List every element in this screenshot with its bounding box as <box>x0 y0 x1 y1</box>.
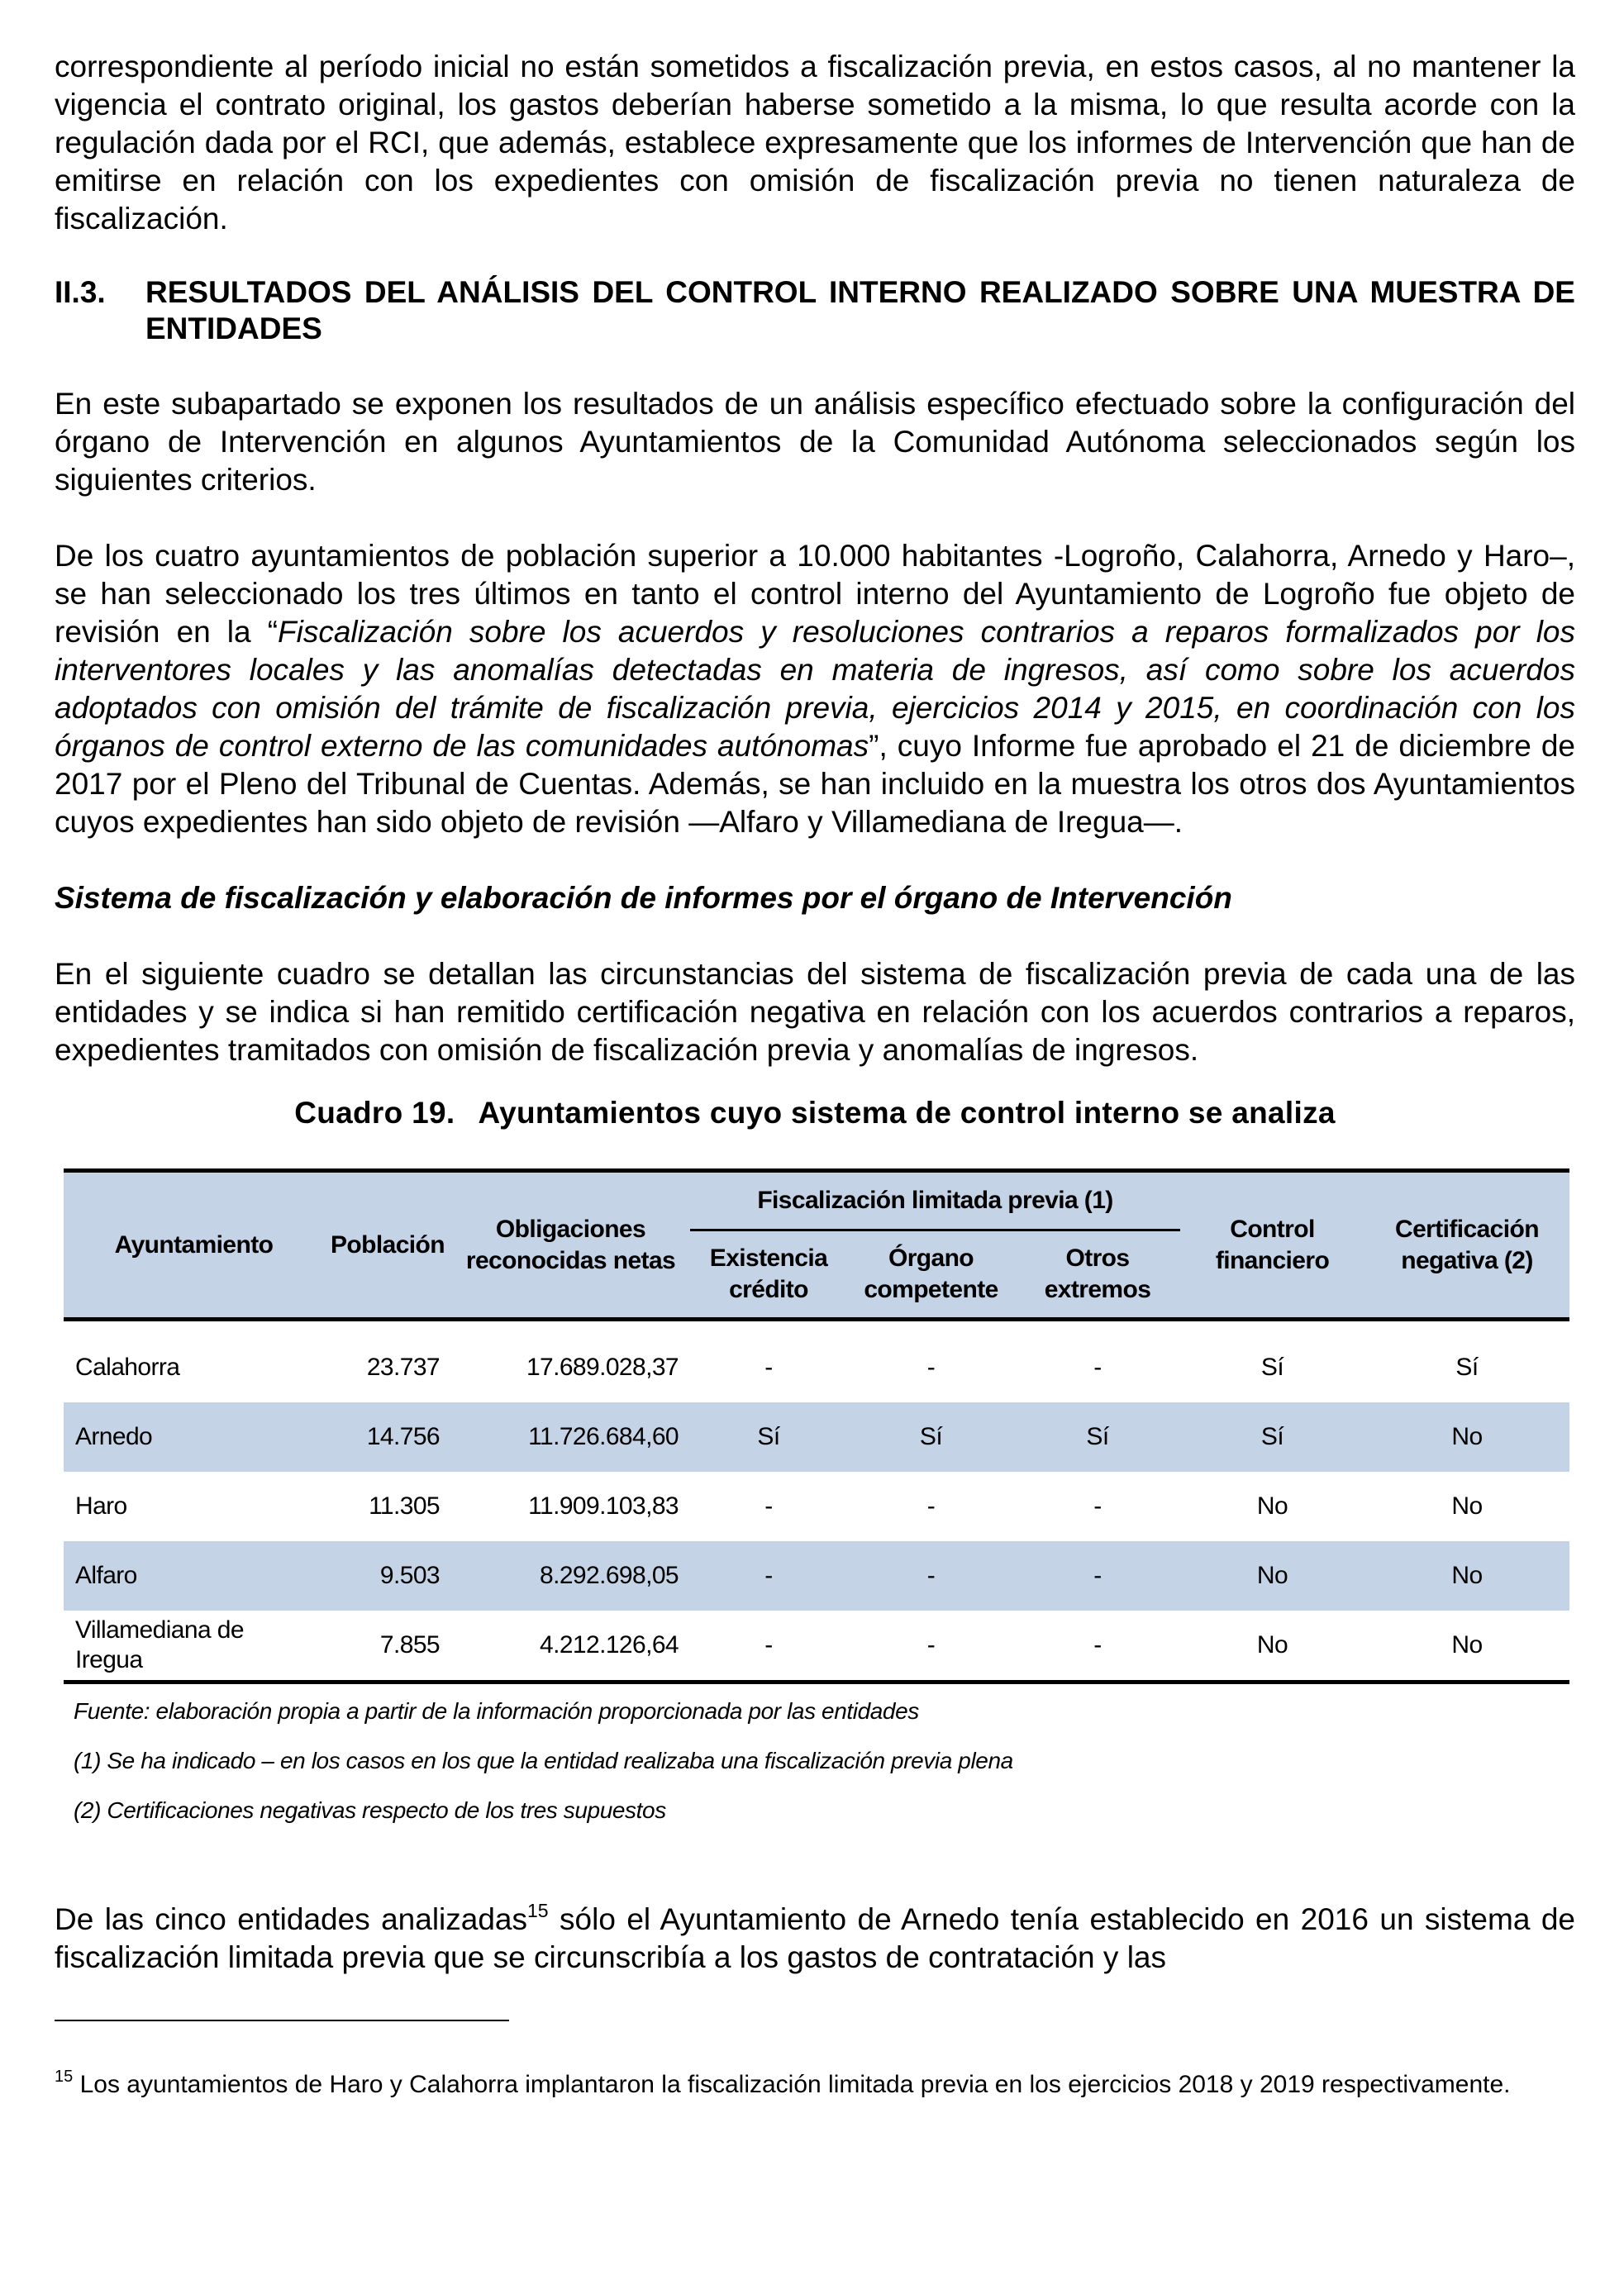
paragraph-cuadro: En el siguiente cuadro se detallan las circunstancias del sistema de fiscalización previa de cada una de las entidades y se indica si han remitido certificación negativa en relación con los acuerdos contrarios a reparos, expedientes tramitados con omisión de fiscalización previa y anomalías de ingresos. <box>55 957 1575 1067</box>
document-page <box>55 48 1575 2101</box>
paragraph-intro: correspondiente al período inicial no están sometidos a fiscalización previa, en estos casos, al no mantener la vigencia el contrato original, los gastos deberían haberse sometido a la misma, lo que resulta acorde con la regulación dada por el RCI, que además, establece expresamente que los informes de Intervención que han de emitirse en relación con los expedientes con omisión de fiscalización previa no tienen naturaleza de fiscalización. <box>55 50 1575 236</box>
cell-otros: Sí <box>1015 1402 1180 1472</box>
header-poblacion: Población <box>324 1171 451 1320</box>
cell-control: No <box>1180 1611 1364 1682</box>
cell-control: No <box>1256 1492 1288 1520</box>
cell-otros: - <box>1093 1492 1102 1520</box>
paragraph-entidades <box>55 1901 1575 1977</box>
footnote-text: Los ayuntamientos de Haro y Calahorra implantaron la fiscalización limitada previa en los ejercicios 2018 y 2019 respectivamente. <box>73 2071 1511 2098</box>
header-fiscalizacion: Fiscalización limitada previa (1) <box>690 1171 1180 1230</box>
table-row <box>64 1402 1569 1472</box>
table-note-2: (2) Certificaciones negativas respecto de los tres supuestos <box>74 1797 666 1823</box>
header-control-financiero: Control financiero <box>1180 1171 1364 1320</box>
report-title-quote: Fiscalización sobre los acuerdos y resoluciones contrarios a reparos formalizados por los interventores locales y las anomalías detectadas en materia de ingresos, así como sobre los acuerdos adoptados con omisión del trámite de fiscalización previa, ejercicios 2014 y 2015, en coordinación con los órganos de control externo de las comunidades autónomas <box>55 615 1575 763</box>
cell-poblacion: 23.737 <box>366 1354 440 1381</box>
footnote-15 <box>55 2069 1575 2101</box>
cell-ayuntamiento: Haro <box>75 1492 127 1520</box>
table-container <box>64 1168 1569 1684</box>
cell-poblacion: 9.503 <box>324 1541 451 1611</box>
cell-control: Sí <box>1180 1402 1364 1472</box>
cell-obligaciones: 4.212.126,64 <box>451 1611 690 1682</box>
cell-certificacion: No <box>1451 1492 1483 1520</box>
cell-obligaciones: 17.689.028,37 <box>526 1354 679 1381</box>
cell-existencia: - <box>690 1611 847 1682</box>
table-row <box>64 1611 1569 1682</box>
table-row <box>64 1472 1569 1541</box>
cell-existencia: - <box>690 1541 847 1611</box>
paragraph-seleccion <box>55 537 1575 841</box>
header-obligaciones: Obligaciones reconocidas netas <box>451 1171 690 1320</box>
cell-poblacion: 11.305 <box>369 1492 440 1520</box>
footnote-ref-15[interactable]: 15 <box>527 1899 549 1921</box>
cell-existencia: - <box>764 1492 773 1520</box>
header-otros-extremos: Otros extremos <box>1015 1230 1180 1320</box>
paragraph-entidades-b: sólo el Ayuntamiento de Arnedo tenía establecido en 2016 un sistema de fiscalización limitada previa que se circunscribía a los gastos de contratación y las <box>55 1902 1575 1974</box>
cell-ayuntamiento: Calahorra <box>75 1354 180 1381</box>
cell-organo: - <box>926 1492 936 1520</box>
cell-obligaciones: 8.292.698,05 <box>451 1541 690 1611</box>
section-heading <box>55 274 1575 347</box>
cell-obligaciones: 11.726.684,60 <box>451 1402 690 1472</box>
header-ayuntamiento: Ayuntamiento <box>64 1171 324 1320</box>
table-row <box>64 1541 1569 1611</box>
cell-obligaciones: 11.909.103,83 <box>528 1492 679 1520</box>
cell-ayuntamiento: Alfaro <box>64 1541 324 1611</box>
table-caption <box>55 1094 1575 1132</box>
cell-organo: Sí <box>847 1402 1015 1472</box>
subheading: Sistema de fiscalización y elaboración de informes por el órgano de Intervención <box>55 881 1232 915</box>
cell-organo: - <box>847 1611 1015 1682</box>
cell-certificacion: No <box>1364 1541 1569 1611</box>
cell-otros: - <box>1015 1541 1180 1611</box>
table-row <box>64 1333 1569 1402</box>
cell-ayuntamiento: Villamediana de Iregua <box>64 1611 324 1682</box>
cell-existencia: - <box>764 1354 773 1381</box>
table-source-note: Fuente: elaboración propia a partir de la información proporcionada por las entidades <box>74 1698 919 1724</box>
cell-otros: - <box>1093 1354 1102 1381</box>
ayuntamientos-table <box>64 1168 1569 1684</box>
cell-control: No <box>1180 1541 1364 1611</box>
cell-control: Sí <box>1260 1354 1284 1381</box>
table-note-1: (1) Se ha indicado – en los casos en los que la entidad realizaba una fiscalización previa plena <box>74 1748 1013 1773</box>
cell-organo: - <box>926 1354 936 1381</box>
cell-certificacion: No <box>1364 1611 1569 1682</box>
cell-certificacion: No <box>1364 1402 1569 1472</box>
table-caption-label: Cuadro 19. <box>294 1096 455 1130</box>
cell-poblacion: 7.855 <box>324 1611 451 1682</box>
cell-organo: - <box>847 1541 1015 1611</box>
table-notes <box>74 1699 1575 1823</box>
paragraph-subapartado: En este subapartado se exponen los resultados de un análisis específico efectuado sobre la configuración del órgano de Intervención en algunos Ayuntamientos de la Comunidad Autónoma seleccionados según los siguientes criterios. <box>55 387 1575 497</box>
paragraph-seleccion-a: De los cuatro ayuntamientos de población superior a 10.000 habitantes -Logroño, Calahorra, Arnedo y Haro–, se han seleccionado los tres últimos en tanto el control interno del Ayuntamiento de Logroño fue objeto de revisión en la “ <box>55 539 1575 649</box>
section-number: II.3. <box>55 275 106 309</box>
cell-existencia: Sí <box>690 1402 847 1472</box>
paragraph-seleccion-c: ”, cuyo Informe fue aprobado el 21 de diciembre de 2017 por el Pleno del Tribunal de Cuentas. Además, se han incluido en la muestra los otros dos Ayuntamientos cuyos expedientes han sido objeto de revisión —Alfaro y Villamediana de Iregua—. <box>55 729 1575 839</box>
footnote-number: 15 <box>55 2068 74 2086</box>
paragraph-entidades-a: De las cinco entidades analizadas <box>55 1902 528 1936</box>
header-certificacion: Certificación negativa (2) <box>1364 1171 1569 1320</box>
cell-certificacion: Sí <box>1455 1354 1479 1381</box>
cell-otros: - <box>1015 1611 1180 1682</box>
section-title: RESULTADOS DEL ANÁLISIS DEL CONTROL INTERNO REALIZADO SOBRE UNA MUESTRA DE ENTIDADES <box>145 275 1575 345</box>
cell-ayuntamiento: Arnedo <box>64 1402 324 1472</box>
cell-poblacion: 14.756 <box>324 1402 451 1472</box>
table-caption-title: Ayuntamientos cuyo sistema de control interno se analiza <box>478 1096 1336 1130</box>
header-existencia-credito: Existencia crédito <box>690 1230 847 1320</box>
header-organo-competente: Órgano competente <box>847 1230 1015 1320</box>
